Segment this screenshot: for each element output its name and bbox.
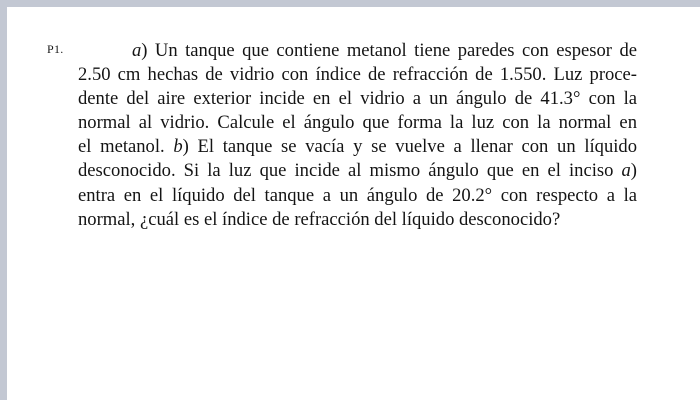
problem-line-3: dente del aire exterior incide en el vidrio a un ángulo de 41.3° con la <box>78 88 637 110</box>
top-border <box>0 0 700 7</box>
problem-line-1: a) Un tanque que contiene metanol tiene paredes con espesor de <box>132 40 637 61</box>
left-border <box>0 0 7 400</box>
problem-line-8: normal, ¿cuál es el índice de refracción del líquido desconocido? <box>78 208 561 230</box>
problem-text <box>78 39 637 232</box>
problem-line-4: normal al vidrio. Calcule el ángulo que forma la luz con la normal en <box>78 112 637 134</box>
part-a-reference: a <box>621 160 631 182</box>
problem-line-2: 2.50 cm hechas de vidrio con índice de refracción de 1.550. Luz proce- <box>78 64 637 86</box>
part-b-marker: b <box>173 136 183 158</box>
problem-line-6: desconocido. Si la luz que incide al mismo ángulo que en el inciso a) <box>78 160 637 182</box>
problem-line-7: entra en el líquido del tanque a un ángulo de 20.2° con respecto a la <box>78 184 637 206</box>
part-a-marker: a <box>132 40 142 61</box>
problem-line-5: el metanol. b) El tanque se vacía y se vuelve a llenar con un líquido <box>78 136 637 158</box>
problem-number: P1. <box>47 42 64 56</box>
